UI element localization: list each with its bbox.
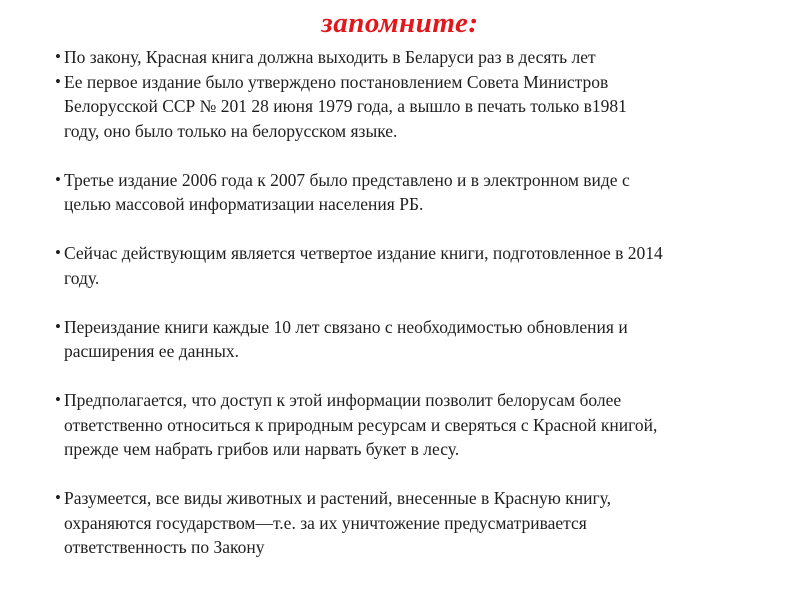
bullet-text-line: Третье издание 2006 года к 2007 было представлено и в электронном виде с <box>64 169 630 190</box>
bullet-text-line: ответственно относиться к природным ресурсам и сверяться с Красной книгой, <box>64 414 658 435</box>
bullet-item <box>56 486 781 560</box>
bullet-text-line: году, оно было только на белорусском языке. <box>64 120 398 141</box>
bullet-text-line: Сейчас действующим является четвертое издание книги, подготовленное в 2014 <box>64 243 663 263</box>
slide-title: запомните: <box>321 7 479 39</box>
bullet-item <box>56 388 781 462</box>
bullet-dot-icon: • <box>55 488 61 507</box>
bullet-item <box>56 168 781 217</box>
bullet-text-line: Разумеется, все виды животных и растений, внесенные в Красную книгу, <box>64 488 612 508</box>
bullet-list <box>56 45 781 560</box>
bullet-text-line: охраняются государством—т.е. за их уничтожение предусматривается <box>64 512 587 533</box>
bullet-text-line: Предполагается, что доступ к этой информации позволит белорусам более <box>64 390 622 410</box>
bullet-text-line: Ее первое издание было утверждено постановлением Совета Министров <box>64 71 609 92</box>
bullet-dot-icon: • <box>55 47 61 66</box>
bullet-text-line: году. <box>64 267 100 288</box>
bullet-text-line: целью массовой информатизации населения РБ. <box>64 194 424 214</box>
bullet-text-line: ответственность по Закону <box>64 537 265 557</box>
bullet-dot-icon: • <box>55 243 61 262</box>
bullet-text-line: расширения ее данных. <box>64 341 239 361</box>
bullet-dot-icon: • <box>55 390 61 409</box>
bullet-dot-icon: • <box>55 316 61 336</box>
bullet-item <box>56 315 781 364</box>
bullet-text-line: По закону, Красная книга должна выходить в Беларуси раз в десять лет <box>64 47 596 67</box>
bullet-text-line: Белорусской ССР № 201 28 июня 1979 года, а вышло в печать только в1981 <box>64 96 627 116</box>
bullet-dot-icon: • <box>55 169 61 189</box>
bullet-item <box>56 241 781 290</box>
bullet-dot-icon: • <box>55 71 61 91</box>
bullet-item <box>56 45 781 70</box>
bullet-text-line: прежде чем набрать грибов или нарвать букет в лесу. <box>64 439 460 459</box>
bullet-item <box>56 70 781 144</box>
bullet-text-line: Переиздание книги каждые 10 лет связано с необходимостью обновления и <box>64 316 628 337</box>
